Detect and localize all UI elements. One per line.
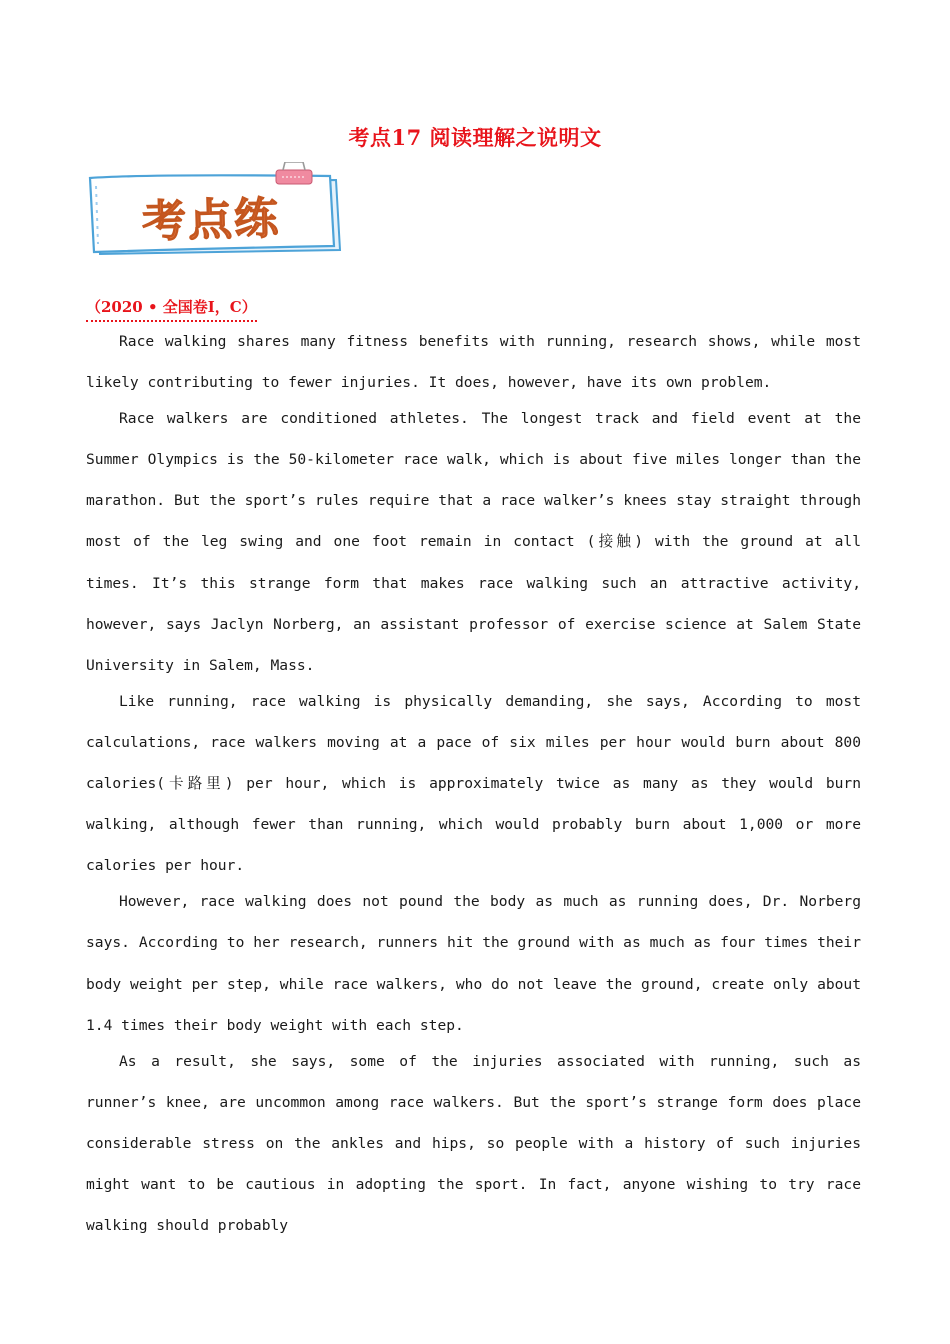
- paragraph: As a result, she says, some of the injuries associated with running, such as runner’s knee, are uncommon among race walkers. But the sport’s strange form does place considerable stress on the ankles and hips, so people with a history of such injuries might want to be cautious in adopting the sport. In fact, anyone wishing to try race walking should probably: [86, 1052, 861, 1235]
- paragraph: However, race walking does not pound the body as much as running does, Dr. Norberg says. According to her research, runners hit the ground with as much as four times their body weight per step, while race walkers, who do not leave the ground, create only about 1.4 times their body weight with each step.: [86, 893, 861, 1034]
- paragraph: Like running, race walking is physically demanding, she says, According to most calculations, race walkers moving at a pace of six miles per hour would burn about 800 calories(卡路里) per hour, which is approximately twice as many as they would burn walking, although fewer than running, which would probably burn about 1,000 or more calories per hour.: [86, 692, 861, 875]
- source-citation: （2020 • 全国卷Ⅰ，C）: [86, 296, 257, 322]
- paragraph: Race walkers are conditioned athletes. The longest track and field event at the Summer Olympics is the 50-kilometer race walk, which is about five miles longer than the marathon. But the sport’s rules require that a race walker’s knees stay straight through most of the leg swing and one foot remain in contact (接触) with the ground at all times. It’s this strange form that makes race walking such an attractive activity, however, says Jaclyn Norberg, an assistant professor of exercise science at Salem State University in Salem, Mass.: [86, 410, 861, 674]
- banner-label: 考点练: [141, 193, 281, 248]
- paragraph: Race walking shares many fitness benefits with running, research shows, while most likely contributing to fewer injuries. It does, however, have its own problem.: [86, 333, 861, 392]
- article-body: [86, 321, 861, 1241]
- page-title: 考点17 阅读理解之说明文: [348, 125, 602, 150]
- section-banner: [86, 162, 348, 262]
